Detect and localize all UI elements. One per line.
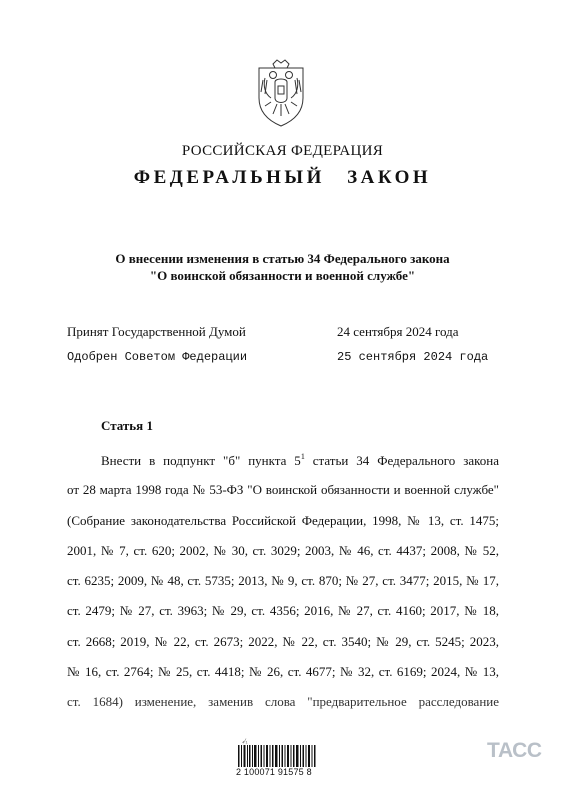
article-line-text: статьи 34 Федерального закона (304, 453, 499, 468)
coat-of-arms-emblem-icon (251, 58, 311, 128)
tass-watermark: ТАСС (487, 739, 542, 762)
document-type-heading: ФЕДЕРАЛЬНЫЙ ЗАКОН (133, 167, 432, 188)
adoption-date: 24 сентября 2024 года (337, 324, 459, 339)
article-line: от 28 марта 1998 года № 53-ФЗ "О воинской обязанности и военной службе" (67, 482, 499, 497)
barcode-label: ₄⁄₁ (242, 739, 248, 745)
article-line: 2001, № 7, ст. 620; 2002, № 30, ст. 3029; 2003, № 46, ст. 4437; 2008, № 52, (67, 543, 499, 558)
law-subject-title (40, 250, 525, 284)
article-line-text: Внести в подпункт "б" пункта 5 (101, 453, 301, 468)
subject-line-2: "О воинской обязанности и военной службе" (149, 268, 416, 283)
article-line: (Собрание законодательства Российской Федерации, 1998, № 13, ст. 1475; (67, 513, 499, 528)
superscript: 1 (300, 452, 305, 461)
article-line: ст. 2479; № 27, ст. 3963; № 29, ст. 4356; 2016, № 27, ст. 4160; 2017, № 18, (67, 603, 499, 618)
article-line: ст. 6235; 2009, № 48, ст. 5735; 2013, № 9, ст. 870; № 27, ст. 3477; 2015, № 17, (67, 573, 499, 588)
article-line: № 16, ст. 2764; № 25, ст. 4418; № 26, ст. 4677; № 32, ст. 6169; 2024, № 13, (67, 664, 499, 679)
approval-label: Одобрен Советом Федерации (67, 350, 248, 364)
adoption-label: Принят Государственной Думой (67, 324, 246, 339)
country-heading: РОССИЙСКАЯ ФЕДЕРАЦИЯ (181, 143, 384, 159)
subject-line-1: О внесении изменения в статью 34 Федерального закона (115, 251, 450, 266)
approval-date: 25 сентября 2024 года (337, 350, 489, 364)
article-line (101, 452, 499, 469)
article-title: Статья 1 (101, 418, 153, 433)
barcode-icon (238, 745, 316, 767)
barcode-number: 2 100071 91575 8 (236, 767, 312, 777)
article-line: ст. 1684) изменение, заменив слова "предварительное расследование (67, 694, 499, 709)
article-line: ст. 2668; 2019, № 22, ст. 2673; 2022, № 22, ст. 3540; № 29, ст. 5245; 2023, (67, 634, 499, 649)
